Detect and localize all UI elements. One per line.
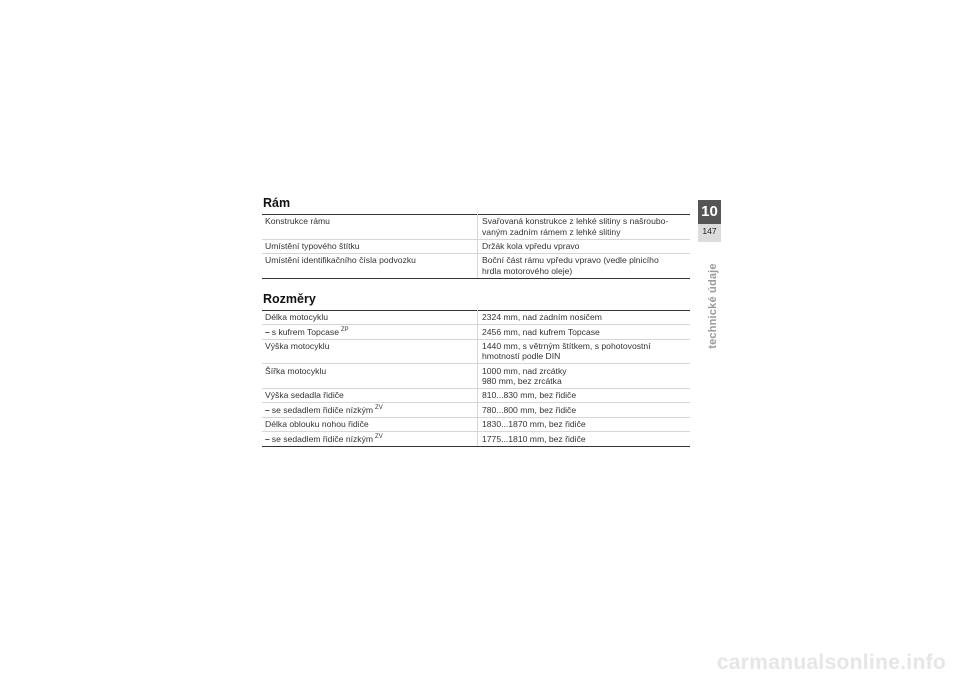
spec-value: 2324 mm, nad zadním nosičem — [478, 311, 691, 325]
sub-item-dash: – — [265, 433, 270, 444]
spec-label: Konstrukce rámu — [262, 215, 478, 240]
spec-value: 780...800 mm, bez řidiče — [478, 403, 691, 417]
spec-label: Výška sedadla řidiče — [262, 388, 478, 402]
spec-label: Výška motocyklu — [262, 339, 478, 364]
chapter-side-label: technické údaje — [707, 263, 719, 349]
table-row — [262, 417, 690, 431]
spec-label: Umístění typového štítku — [262, 239, 478, 253]
page-number: 147 — [702, 226, 717, 236]
watermark: carmanualsonline.info — [716, 651, 946, 674]
option-marker: ZP — [340, 326, 349, 333]
spec-value: Svařovaná konstrukce z lehké slitiny s našroubo- vaným zadním rámem z lehké slitiny — [478, 215, 691, 240]
table-row — [262, 364, 690, 389]
spec-label: Umístění identifikačního čísla podvozku — [262, 253, 478, 278]
table-row — [262, 388, 690, 402]
spec-label: Délka oblouku nohou řidiče — [262, 417, 478, 431]
frame-spec-table — [262, 214, 690, 279]
spec-label: – s kufrem Topcase $^{ZP}$ — [262, 325, 478, 339]
spec-value: 2456 mm, nad kufrem Topcase — [478, 325, 691, 339]
table-row — [262, 403, 690, 417]
spec-label: – se sedadlem řidiče nízkým $^{ZV}$ — [262, 432, 478, 446]
spec-value: 1440 mm, s větrným štítkem, s pohotovostní hmotností podle DIN — [478, 339, 691, 364]
spec-value: Boční část rámu vpředu vpravo (vedle plnicího hrdla motorového oleje) — [478, 253, 691, 278]
spec-value: 1775...1810 mm, bez řidiče — [478, 432, 691, 446]
spec-label: – se sedadlem řidiče nízkým $^{ZV}$ — [262, 403, 478, 417]
spec-label: Délka motocyklu — [262, 311, 478, 325]
option-marker: ZV — [375, 433, 383, 440]
table-row — [262, 325, 690, 339]
section-title-frame: Rám — [263, 196, 291, 210]
chapter-number: 10 — [701, 203, 718, 220]
option-marker: ZV — [375, 404, 383, 411]
table-row — [262, 215, 690, 240]
spec-value: 1000 mm, nad zrcátky 980 mm, bez zrcátka — [478, 364, 691, 389]
table-row — [262, 432, 690, 446]
table-row — [262, 239, 690, 253]
section-title-dimensions: Rozměry — [263, 292, 316, 306]
table-row — [262, 311, 690, 325]
spec-value: Držák kola vpředu vpravo — [478, 239, 691, 253]
sub-item-dash: – — [265, 326, 270, 337]
table-row — [262, 253, 690, 278]
dimensions-spec-table — [262, 310, 690, 447]
sub-item-dash: – — [265, 404, 270, 415]
spec-label: Šířka motocyklu — [262, 364, 478, 389]
table-row — [262, 339, 690, 364]
spec-value: 1830...1870 mm, bez řidiče — [478, 417, 691, 431]
spec-value: 810...830 mm, bez řidiče — [478, 388, 691, 402]
